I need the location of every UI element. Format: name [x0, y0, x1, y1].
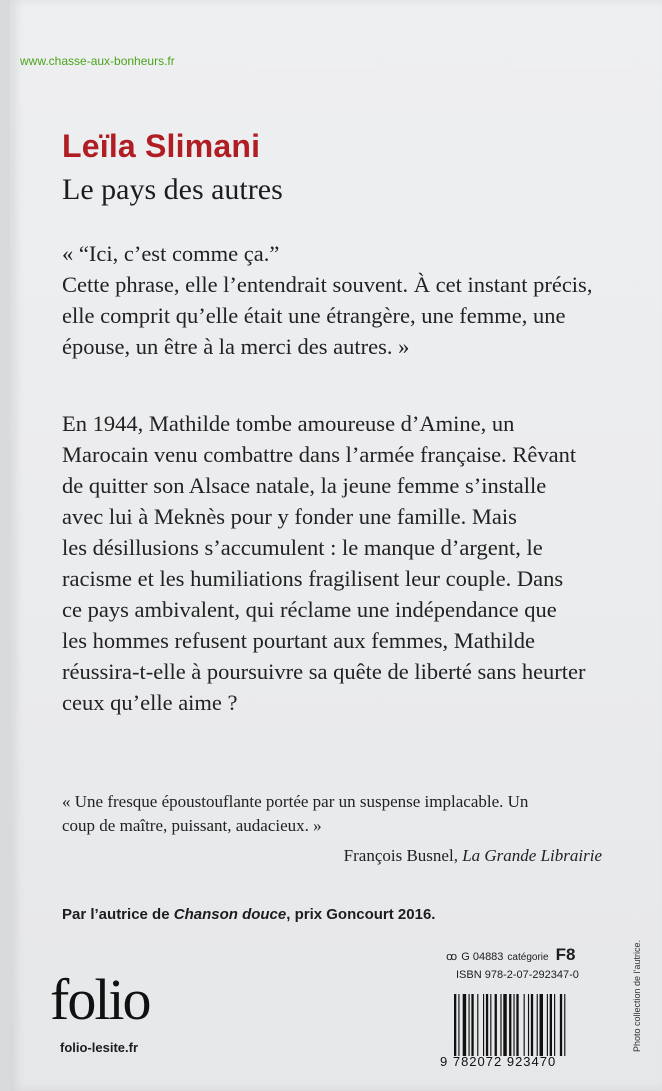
isbn: ISBN 978-2-07-292347-0 — [456, 969, 579, 981]
synopsis-line: ce pays ambivalent, qui réclame une indépendance que — [62, 597, 557, 622]
barcode-icon — [452, 994, 600, 1056]
press-source — [344, 846, 602, 866]
synopsis-line: racisme et les humiliations fragilisent leur couple. Dans — [62, 566, 564, 591]
synopsis-line: ceux qu’elle aime ? — [62, 690, 238, 715]
synopsis-line: En 1944, Mathilde tombe amoureuse d’Amine, un — [62, 411, 515, 436]
press-quote — [62, 790, 602, 838]
synopsis — [62, 408, 607, 718]
press-show: La Grande Librairie — [462, 846, 602, 865]
prior-work-prefix: Par l’autrice de — [62, 906, 170, 923]
prior-work-suffix: , prix Goncourt 2016. — [286, 906, 436, 923]
catalog-code: G 04883 — [461, 951, 504, 963]
press-quote-line: « Une fresque époustouflante portée par un suspense implacable. Un — [62, 792, 529, 811]
category-label: catégorie — [507, 952, 549, 963]
synopsis-line: les hommes refusent pourtant aux femmes, Mathilde — [62, 628, 536, 653]
quote-line: elle comprit qu’elle était une étrangère, une femme, une — [62, 303, 566, 328]
barcode-digits: 9 782072 923470 — [440, 1054, 557, 1069]
watermark-url: www.chasse-aux-bonheurs.fr — [20, 54, 175, 68]
book-title: Le pays des autres — [62, 173, 283, 206]
press-critic: François Busnel, — [343, 846, 458, 865]
synopsis-line: Marocain venu combattre dans l’armée française. Rêvant — [62, 442, 577, 467]
quote-line: Cette phrase, elle l’entendrait souvent. À cet instant précis, — [62, 272, 593, 297]
synopsis-line: de quitter son Alsace natale, la jeune femme s’installe — [62, 473, 547, 498]
publisher-site: folio-lesite.fr — [60, 1040, 139, 1055]
excerpt-quote — [62, 238, 602, 362]
catalog-codes — [446, 945, 579, 981]
category-value: F8 — [555, 945, 576, 964]
quote-line: « “Ici, c’est comme ça.” — [62, 241, 280, 266]
publisher-symbol-icon: ꝏ — [446, 951, 458, 963]
catalog-line — [446, 945, 579, 965]
prior-work-note — [62, 906, 435, 923]
synopsis-line: réussira-t-elle à poursuivre sa quête de liberté sans heurter — [62, 659, 586, 684]
folio-logo: folio — [50, 967, 150, 1032]
prior-work-book: Chanson douce — [173, 906, 287, 923]
press-quote-line: coup de maître, puissant, audacieux. » — [62, 816, 322, 835]
synopsis-line: les désillusions s’accumulent : le manque d’argent, le — [62, 535, 543, 560]
quote-line: épouse, un être à la merci des autres. » — [62, 334, 410, 359]
synopsis-line: avec lui à Meknès pour y fonder une famille. Mais — [62, 504, 517, 529]
author-name: Leïla Slimani — [62, 128, 261, 164]
photo-credit: Photo collection de l’autrice. — [632, 939, 642, 1052]
